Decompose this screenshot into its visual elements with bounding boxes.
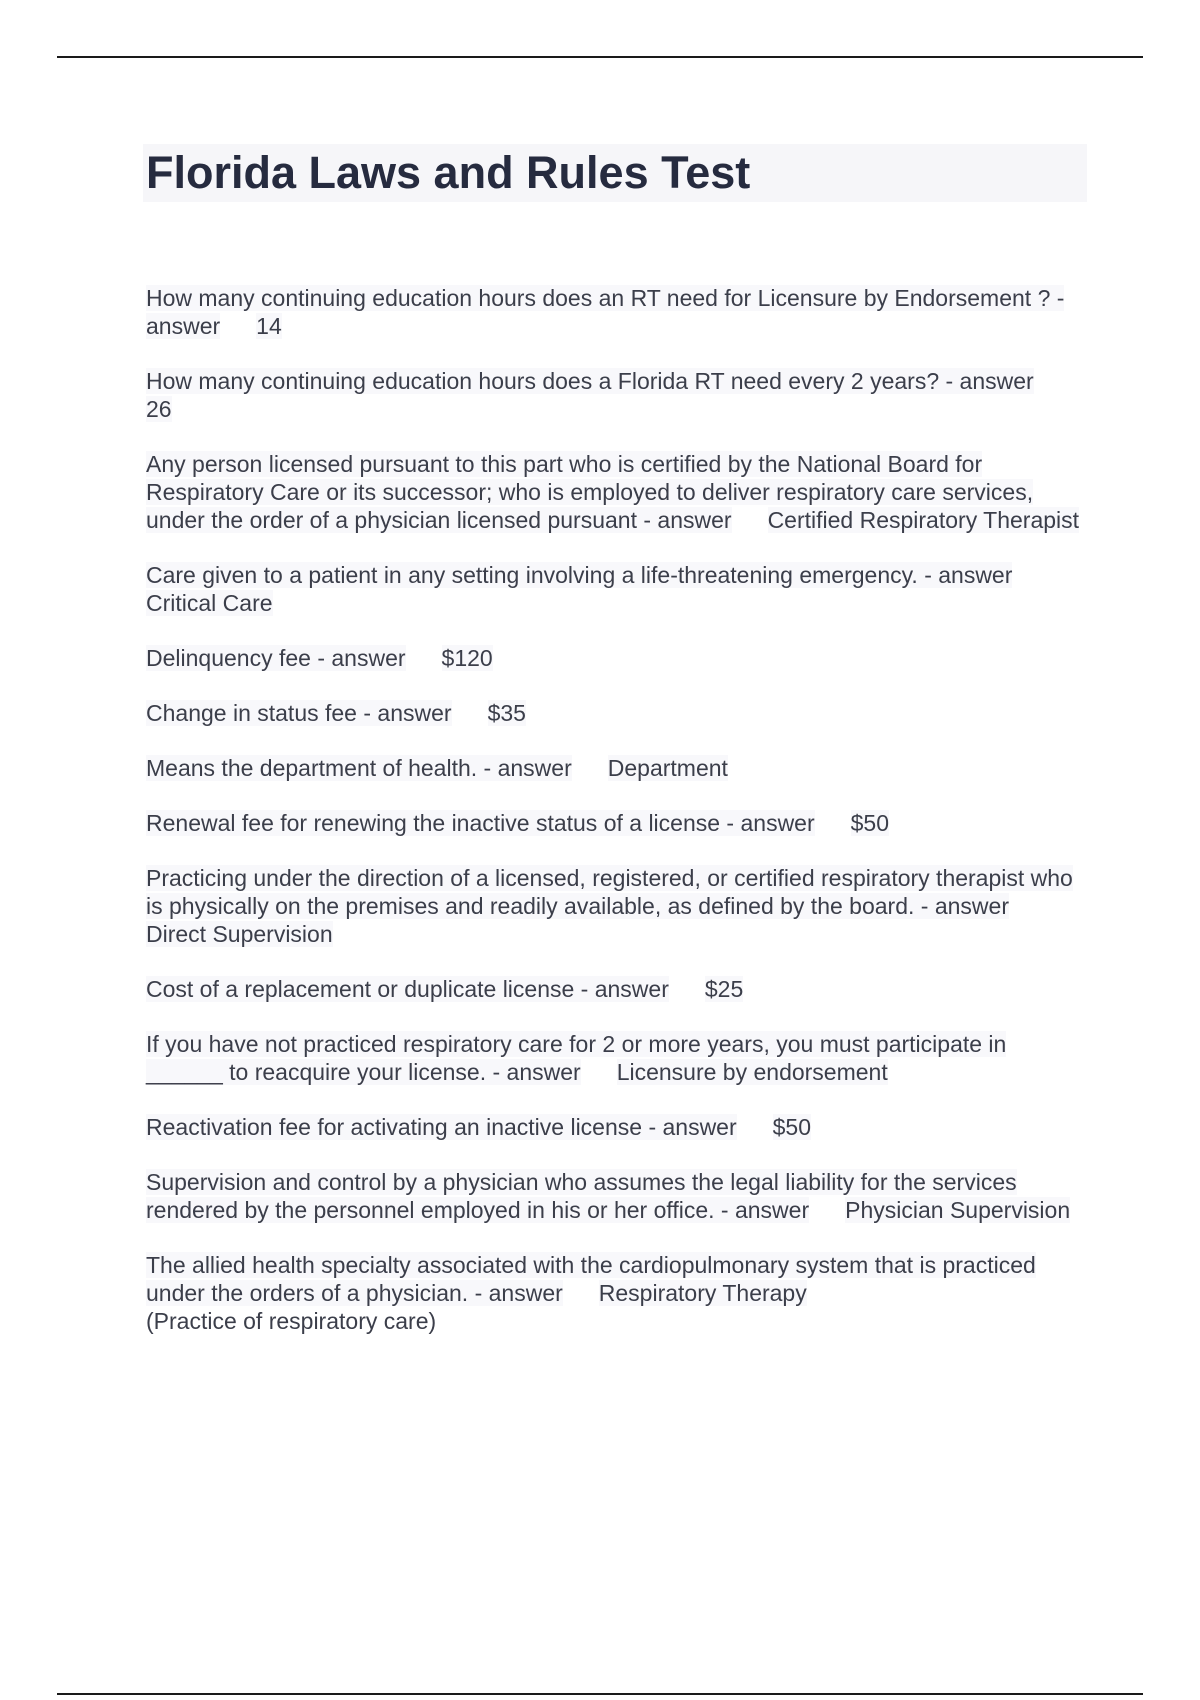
qa-item: [146, 975, 1086, 1003]
question-text: How many continuing education hours does an RT need for Licensure by Endorsement ? - answer: [146, 285, 1065, 339]
answer-text: 26: [146, 396, 172, 422]
question-text: Practicing under the direction of a licensed, registered, or certified respiratory therapist who is physically on the premises and readily available, as defined by the board. - answer: [146, 865, 1073, 919]
answer-text: $25: [704, 976, 744, 1002]
qa-item: [146, 1030, 1086, 1086]
question-text: Delinquency fee - answer: [146, 645, 406, 671]
qa-item: [146, 699, 1086, 727]
answer-text: 14: [256, 313, 282, 339]
question-text: How many continuing education hours does a Florida RT need every 2 years? - answer: [146, 368, 1034, 394]
answer-text: Critical Care: [146, 590, 273, 616]
page-title: Florida Laws and Rules Test: [146, 147, 751, 198]
bottom-rule: [57, 1693, 1143, 1695]
answer-text: Certified Respiratory Therapist: [767, 507, 1080, 533]
answer-text-continued: (Practice of respiratory care): [146, 1308, 437, 1334]
question-text: Means the department of health. - answer: [146, 755, 572, 781]
question-text: Renewal fee for renewing the inactive status of a license - answer: [146, 810, 815, 836]
qa-item: [146, 1113, 1086, 1141]
qa-item: [146, 809, 1086, 837]
qa-item: [146, 284, 1086, 340]
qa-item: [146, 864, 1086, 948]
question-text: The allied health specialty associated with the cardiopulmonary system that is practiced under the orders of a physician. - answer: [146, 1252, 1036, 1306]
answer-text: $120: [441, 645, 493, 671]
qa-item: [146, 1251, 1086, 1335]
answer-text: Department: [607, 755, 728, 781]
qa-list: [146, 284, 1086, 1362]
question-text: If you have not practiced respiratory care for 2 or more years, you must participate in ______ to reacquire your license. - answer: [146, 1031, 1007, 1085]
qa-item: [146, 450, 1086, 534]
qa-item: [146, 644, 1086, 672]
answer-text: $50: [772, 1114, 812, 1140]
answer-text: Physician Supervision: [845, 1197, 1071, 1223]
question-text: Cost of a replacement or duplicate license - answer: [146, 976, 669, 1002]
qa-item: [146, 1168, 1086, 1224]
qa-item: [146, 754, 1086, 782]
qa-item: [146, 367, 1086, 423]
answer-text: Respiratory Therapy: [598, 1280, 807, 1306]
question-text: Care given to a patient in any setting involving a life-threatening emergency. - answer: [146, 562, 1013, 588]
question-text: Supervision and control by a physician who assumes the legal liability for the services rendered by the personnel employed in his or her office. - answer: [146, 1169, 1017, 1223]
qa-item: [146, 561, 1086, 617]
answer-text: $35: [487, 700, 526, 726]
answer-text: Direct Supervision: [146, 921, 333, 947]
question-text: Change in status fee - answer: [146, 700, 452, 726]
question-text: Any person licensed pursuant to this part who is certified by the National Board for Respiratory Care or its successor; who is employed to deliver respiratory care services, under the order of a physician licensed pursuant - answer: [146, 451, 1034, 533]
answer-text: Licensure by endorsement: [616, 1059, 888, 1085]
top-rule: [57, 56, 1143, 58]
question-text: Reactivation fee for activating an inactive license - answer: [146, 1114, 737, 1140]
answer-text: $50: [850, 810, 890, 836]
